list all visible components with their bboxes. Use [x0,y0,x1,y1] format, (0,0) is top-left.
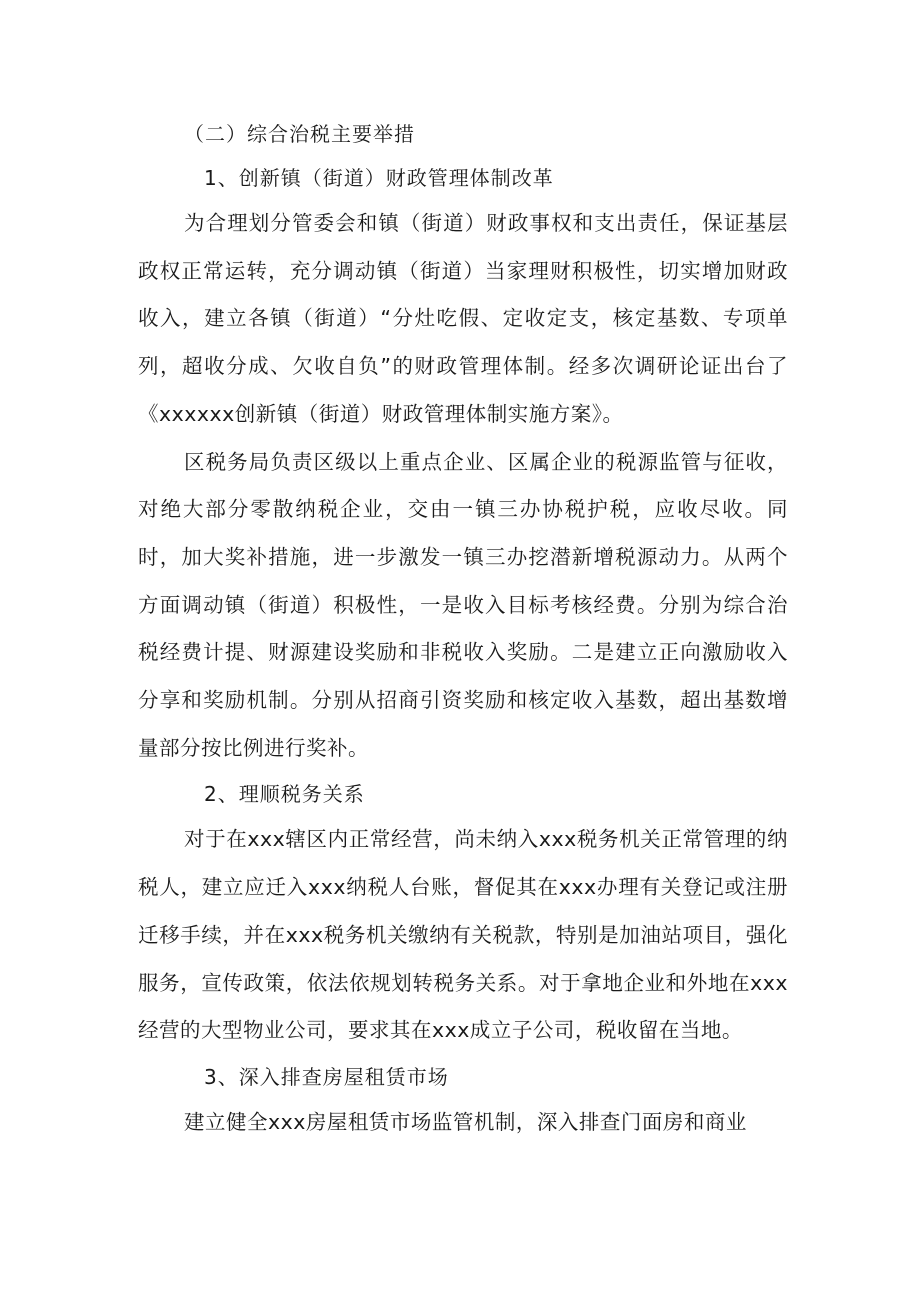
section1-heading: 1、创新镇（街道）财政管理体制改革 [204,166,554,190]
section-heading-main: （二）综合治税主要举措 [184,122,415,146]
document-body [138,112,788,1147]
section1-paragraph1: 为合理划分管委会和镇（街道）财政事权和支出责任，保证基层政权正常运转，充分调动镇（街道）当家理财积极性，切实增加财政收入，建立各镇（街道）“分灶吃假、定收定支，核定基数、专项单列，超收分成、欠收自负”的财政管理体制。经多次调研论证出台了《xxxxxx创新镇（街道）财政管理体制实施方案》。 [138,211,788,426]
section1-paragraph2: 区税务局负责区级以上重点企业、区属企业的税源监管与征收，对绝大部分零散纳税企业，交由一镇三办协税护税，应收尽收。同时，加大奖补措施，进一步激发一镇三办挖潜新增税源动力。从两个方面调动镇（街道）积极性，一是收入目标考核经费。分别为综合治税经费计提、财源建设奖励和非税收入奖励。二是建立正向激励收入分享和奖励机制。分别从招商引资奖励和核定收入基数，超出基数增量部分按比例进行奖补。 [138,449,788,760]
section2-paragraph1: 对于在xxx辖区内正常经营，尚未纳入xxx税务机关正常管理的纳税人，建立应迁入xxx纳税人台账，督促其在xxx办理有关登记或注册迁移手续，并在xxx税务机关缴纳有关税款，特别是加油站项目，强化服务，宣传政策，依法依规划转税务关系。对于拿地企业和外地在xxx经营的大型物业公司，要求其在xxx成立子公司，税收留在当地。 [138,827,788,1043]
section3-heading: 3、深入排查房屋租赁市场 [204,1064,449,1089]
section2-heading: 2、理顺税务关系 [204,782,365,807]
section3-paragraph1: 建立健全xxx房屋租赁市场监管机制，深入排查门面房和商业 [184,1109,747,1134]
